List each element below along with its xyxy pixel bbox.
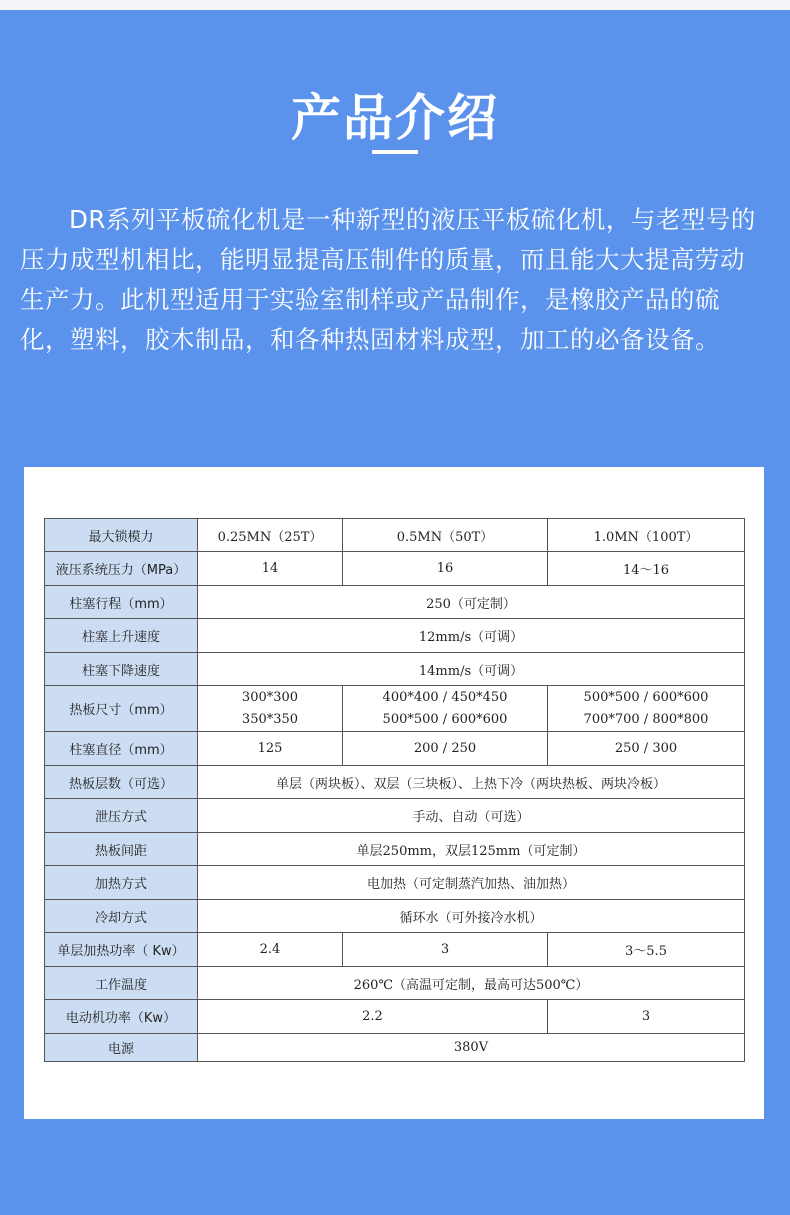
cell-line: 300*300 [241, 689, 299, 705]
row-label: 最大锁模力 [45, 519, 198, 552]
table-row [45, 866, 745, 900]
page-title: 产品介绍 [291, 89, 499, 147]
row-label: 电动机功率（Kw） [45, 1000, 198, 1034]
row-label: 冷却方式 [45, 900, 198, 933]
cell-value: 2.2 [198, 1000, 548, 1034]
table-row [45, 519, 745, 552]
cell-value [548, 686, 745, 732]
table-row [45, 619, 745, 653]
row-label: 柱塞下降速度 [45, 653, 198, 686]
table-row [45, 586, 745, 619]
cell-value: 250（可定制） [198, 586, 745, 619]
cell-value: 14～16 [548, 552, 745, 586]
cell-value: 200 / 250 [343, 732, 548, 766]
row-label: 液压系统压力（MPa） [45, 552, 198, 586]
cell-value: 12mm/s（可调） [198, 619, 745, 653]
row-label: 工作温度 [45, 967, 198, 1000]
cell-value: 1.0MN（100T） [548, 519, 745, 552]
table-row [45, 1000, 745, 1034]
cell-value: 手动、自动（可选） [198, 799, 745, 833]
table-row [45, 732, 745, 766]
cell-value: 单层（两块板）、双层（三块板）、上热下冷（两块热板、两块冷板） [198, 766, 745, 799]
title-underline [372, 150, 418, 154]
table-row [45, 552, 745, 586]
row-label: 电源 [45, 1034, 198, 1062]
table-row [45, 900, 745, 933]
row-label: 热板尺寸（mm） [45, 686, 198, 732]
table-row [45, 967, 745, 1000]
cell-line: 500*500 / 600*600 [382, 711, 508, 727]
table-row [45, 766, 745, 799]
row-label: 单层加热功率（ Kw） [45, 933, 198, 967]
cell-value: 14mm/s（可调） [198, 653, 745, 686]
table-row [45, 833, 745, 866]
row-label: 柱塞行程（mm） [45, 586, 198, 619]
table-row [45, 686, 745, 732]
cell-value: 循环水（可外接冷水机） [198, 900, 745, 933]
spec-table [44, 518, 745, 1062]
row-label: 柱塞直径（mm） [45, 732, 198, 766]
row-label: 加热方式 [45, 866, 198, 900]
cell-value: 16 [343, 552, 548, 586]
row-label: 柱塞上升速度 [45, 619, 198, 653]
table-row [45, 1034, 745, 1062]
cell-line: 400*400 / 450*450 [382, 689, 508, 705]
cell-value: 3 [548, 1000, 745, 1034]
cell-value: 2.4 [198, 933, 343, 967]
cell-value: 125 [198, 732, 343, 766]
cell-value: 250 / 300 [548, 732, 745, 766]
spec-card [24, 467, 764, 1119]
cell-value [198, 686, 343, 732]
cell-value: 3～5.5 [548, 933, 745, 967]
cell-line: 700*700 / 800*800 [583, 711, 709, 727]
row-label: 热板间距 [45, 833, 198, 866]
table-row [45, 799, 745, 833]
cell-value: 电加热（可定制蒸汽加热、油加热） [198, 866, 745, 900]
cell-value: 单层250mm，双层125mm（可定制） [198, 833, 745, 866]
intro-paragraph: DR系列平板硫化机是一种新型的液压平板硫化机，与老型号的压力成型机相比，能明显提高压制件的质量，而且能大大提高劳动生产力。此机型适用于实验室制样或产品制作，是橡胶产品的硫化，塑料，胶木制品，和各种热固材料成型，加工的必备设备。 [20, 205, 756, 354]
table-row [45, 653, 745, 686]
cell-value: 0.25MN（25T） [198, 519, 343, 552]
cell-value: 3 [343, 933, 548, 967]
top-strip [0, 0, 790, 10]
cell-line: 500*500 / 600*600 [583, 689, 709, 705]
cell-line: 350*350 [241, 711, 299, 727]
cell-value: 0.5MN（50T） [343, 519, 548, 552]
cell-value [343, 686, 548, 732]
row-label: 泄压方式 [45, 799, 198, 833]
cell-value: 260℃（高温可定制，最高可达500℃） [198, 967, 745, 1000]
row-label: 热板层数（可选） [45, 766, 198, 799]
table-row [45, 933, 745, 967]
cell-value: 14 [198, 552, 343, 586]
cell-value: 380V [198, 1034, 745, 1062]
